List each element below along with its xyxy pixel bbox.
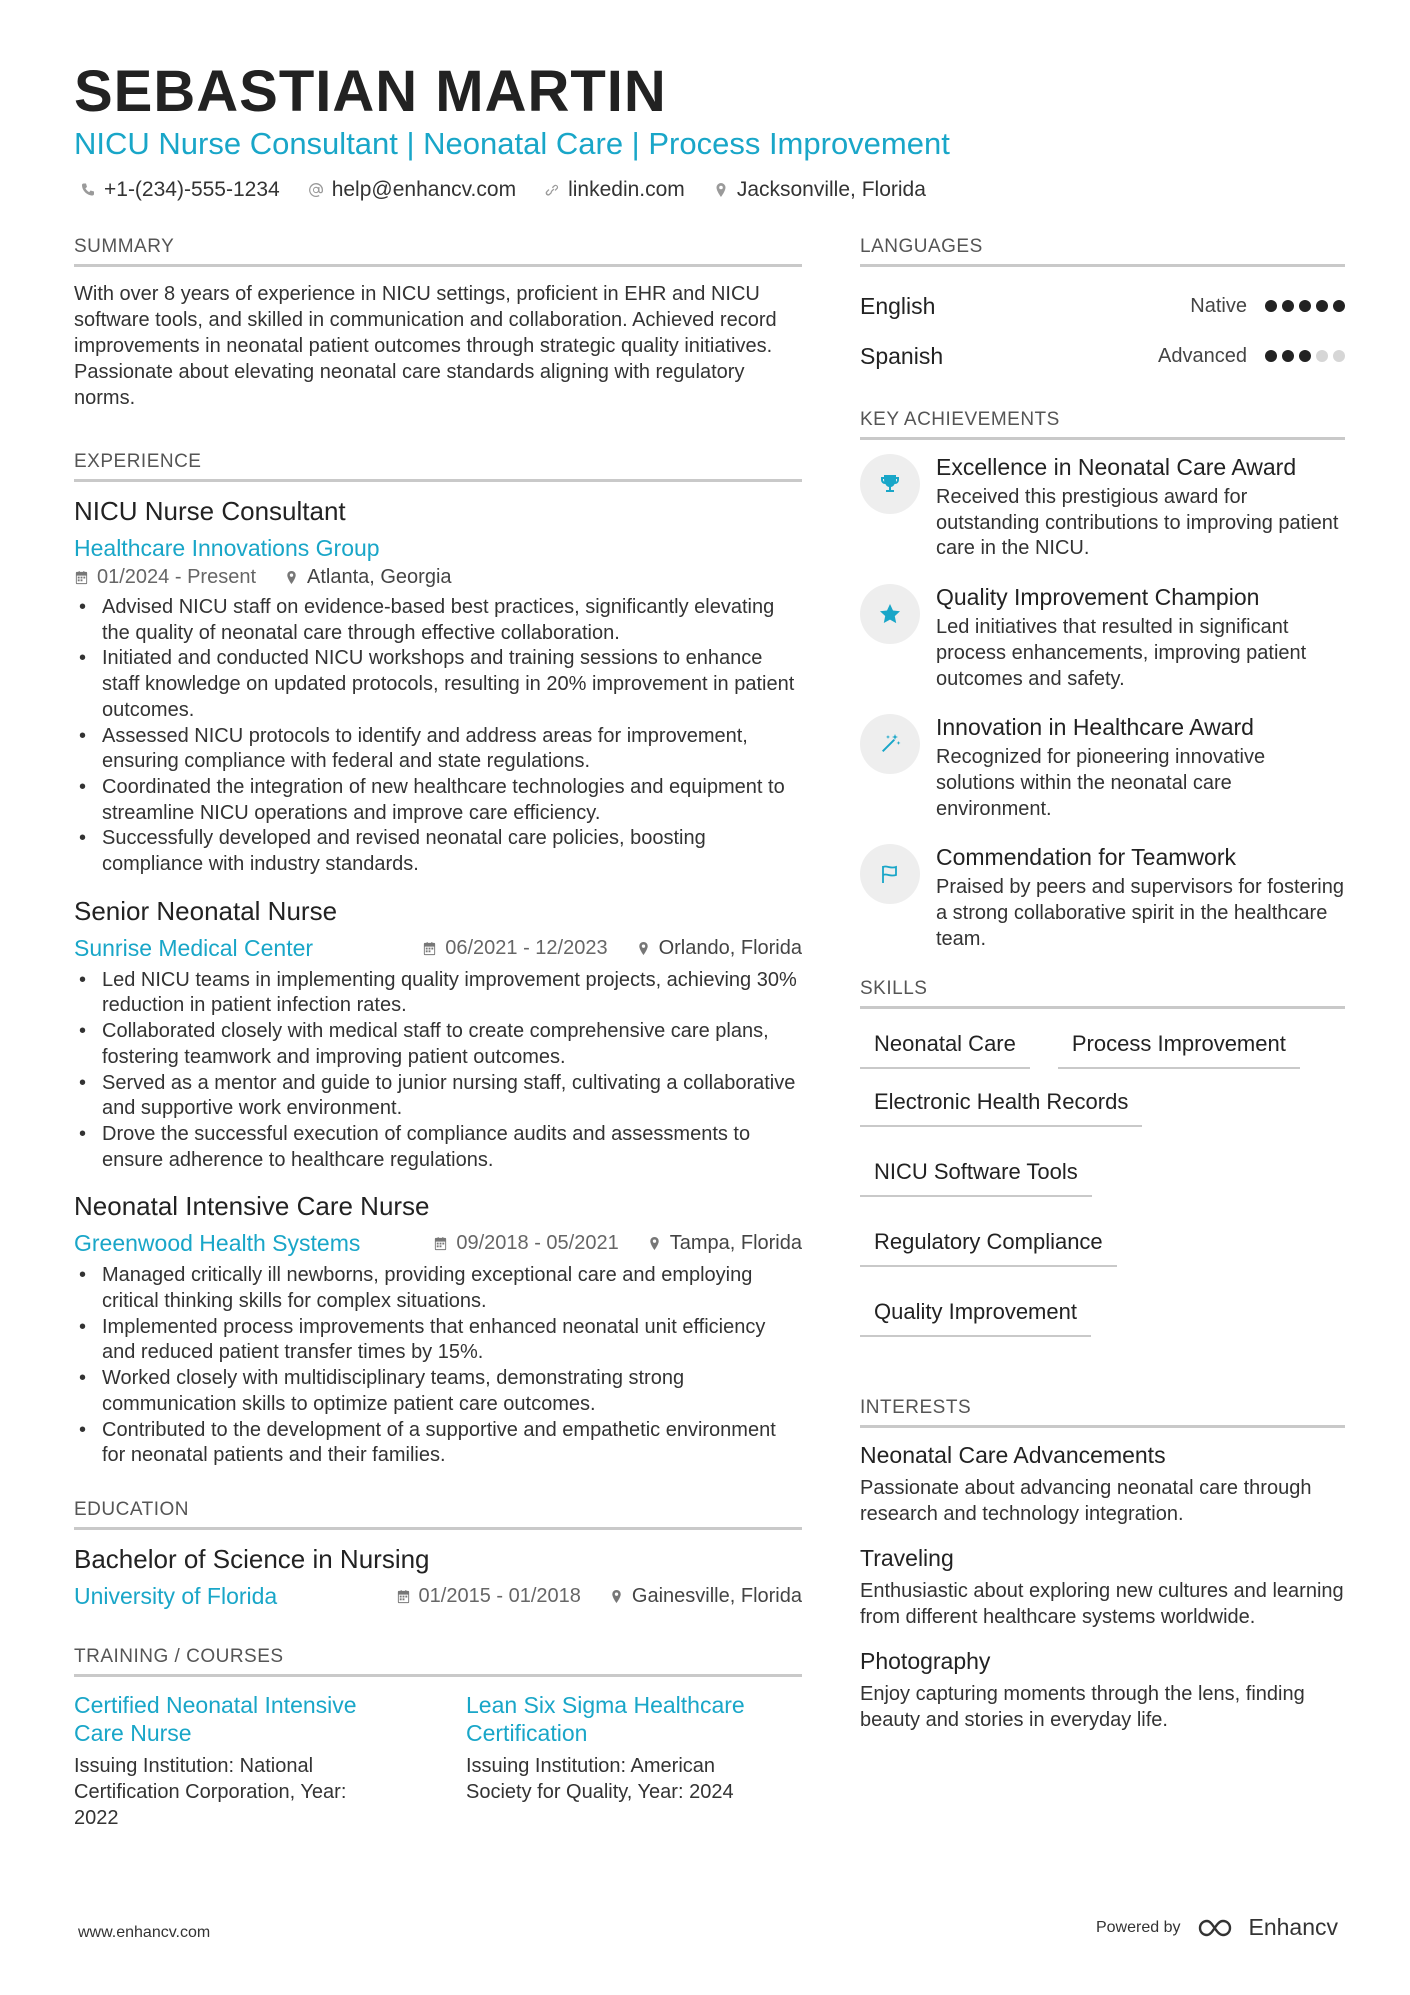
enhancv-logo[interactable] bbox=[1196, 1914, 1338, 1941]
achievement-item bbox=[860, 714, 1345, 822]
languages-heading: LANGUAGES bbox=[860, 236, 1345, 267]
course-desc: Issuing Institution: American Society for Quality, Year: 2024 bbox=[466, 1754, 734, 1803]
job-location-text: Orlando, Florida bbox=[658, 936, 802, 959]
job-entry bbox=[74, 496, 802, 878]
flag-icon bbox=[860, 844, 920, 904]
language-name: Spanish bbox=[860, 342, 944, 369]
proficiency-dot-filled bbox=[1333, 300, 1345, 312]
job-bullet: • Successfully developed and revised neonatal care policies, boosting compliance with industry standards. bbox=[74, 826, 802, 877]
proficiency-dot-empty bbox=[1316, 350, 1328, 362]
brand-name: Enhancv bbox=[1248, 1914, 1338, 1940]
candidate-name: SEBASTIAN MARTIN bbox=[74, 59, 667, 124]
education-dates bbox=[396, 1585, 581, 1608]
job-bullet: • Coordinated the integration of new healthcare technologies and equipment to streamline NICU operations and improve care efficiency. bbox=[74, 775, 802, 826]
languages-section bbox=[860, 236, 1345, 381]
contact-phone[interactable] bbox=[80, 178, 280, 202]
achievement-desc: Recognized for pioneering innovative solutions within the neonatal care environment. bbox=[936, 746, 1266, 820]
infinity-logo-icon bbox=[1196, 1917, 1240, 1939]
job-bullets bbox=[74, 1263, 802, 1469]
contact-email[interactable] bbox=[308, 178, 516, 202]
location-pin-icon bbox=[713, 182, 729, 198]
job-title: Neonatal Intensive Care Nurse bbox=[74, 1191, 430, 1222]
email-text: help@enhancv.com bbox=[331, 178, 517, 201]
degree-title: Bachelor of Science in Nursing bbox=[74, 1543, 430, 1574]
job-bullet: • Led NICU teams in implementing quality improvement projects, achieving 30% reduction in patient infection rates. bbox=[74, 968, 802, 1019]
calendar-icon bbox=[422, 941, 437, 956]
language-level: Native bbox=[1190, 294, 1247, 317]
job-location bbox=[636, 937, 802, 960]
education-meta bbox=[74, 1583, 802, 1610]
company-name: Sunrise Medical Center bbox=[74, 934, 314, 961]
course-title: Lean Six Sigma Healthcare Certification bbox=[466, 1691, 745, 1746]
skill-tag: Electronic Health Records bbox=[860, 1081, 1142, 1127]
job-bullet: • Assessed NICU protocols to identify and address areas for improvement, ensuring compliance with federal and state regulations. bbox=[74, 724, 802, 775]
interests-section bbox=[860, 1397, 1345, 1733]
course-desc: Issuing Institution: National Certification Corporation, Year: 2022 bbox=[74, 1754, 347, 1829]
interest-title: Neonatal Care Advancements bbox=[860, 1442, 1166, 1469]
job-bullet: • Worked closely with multidisciplinary teams, demonstrating strong communication skills to optimize patient care outcomes. bbox=[74, 1366, 802, 1417]
job-meta bbox=[74, 935, 802, 962]
proficiency-dot-filled bbox=[1316, 300, 1328, 312]
job-meta bbox=[74, 566, 802, 589]
job-location-text: Tampa, Florida bbox=[669, 1232, 802, 1255]
location-pin-icon bbox=[636, 941, 651, 956]
job-dates bbox=[422, 937, 607, 960]
job-bullet: • Drove the successful execution of compliance audits and assessments to ensure adherence to healthcare regulations. bbox=[74, 1122, 802, 1173]
job-bullet: • Advised NICU staff on evidence-based best practices, significantly elevating the quality of neonatal care through effective collaboration. bbox=[74, 595, 802, 646]
interest-desc: Passionate about advancing neonatal care through research and technology integration. bbox=[860, 1477, 1312, 1526]
skill-tag: Process Improvement bbox=[1058, 1023, 1300, 1069]
course-title: Certified Neonatal Intensive Care Nurse bbox=[74, 1691, 357, 1746]
summary-heading: SUMMARY bbox=[74, 236, 802, 267]
interest-desc: Enjoy capturing moments through the lens, finding beauty and stories in everyday life. bbox=[860, 1683, 1305, 1732]
job-bullet: • Initiated and conducted NICU workshops and training sessions to enhance staff knowledge on updated protocols, resulting in 20% improvement in patient outcomes. bbox=[74, 646, 802, 723]
education-dates-text: 01/2015 - 01/2018 bbox=[418, 1584, 581, 1607]
calendar-icon bbox=[396, 1589, 411, 1604]
company-name: Greenwood Health Systems bbox=[74, 1230, 361, 1257]
achievements-heading: KEY ACHIEVEMENTS bbox=[860, 409, 1345, 440]
skill-tag: Neonatal Care bbox=[860, 1023, 1030, 1069]
experience-section bbox=[74, 451, 802, 1469]
course-item bbox=[74, 1691, 394, 1831]
skills-section bbox=[860, 978, 1345, 1337]
language-item bbox=[860, 331, 1345, 381]
linkedin-text: linkedin.com bbox=[568, 178, 685, 201]
job-bullet: • Contributed to the development of a supportive and empathetic environment for neonatal patients and their families. bbox=[74, 1418, 802, 1469]
job-bullet: • Collaborated closely with medical staff to create comprehensive care plans, fostering teamwork and improving patient outcomes. bbox=[74, 1019, 802, 1070]
achievement-title: Excellence in Neonatal Care Award bbox=[936, 454, 1297, 480]
job-entry bbox=[74, 896, 802, 1174]
skills-list bbox=[860, 1023, 1345, 1337]
footer-website[interactable]: www.enhancv.com bbox=[78, 1924, 211, 1941]
job-bullet: • Served as a mentor and guide to junior nursing staff, cultivating a collaborative and supportive work environment. bbox=[74, 1071, 802, 1122]
summary-section bbox=[74, 236, 802, 411]
star-icon bbox=[860, 584, 920, 644]
job-dates-text: 06/2021 - 12/2023 bbox=[445, 936, 608, 959]
link-icon bbox=[544, 182, 560, 198]
skill-tag: NICU Software Tools bbox=[860, 1151, 1092, 1197]
footer-branding bbox=[1096, 1914, 1338, 1941]
interest-item bbox=[860, 1648, 1345, 1733]
job-bullet: • Managed critically ill newborns, providing exceptional care and employing critical thinking skills for complex situations. bbox=[74, 1263, 802, 1314]
job-bullets bbox=[74, 595, 802, 878]
job-dates-text: 09/2018 - 05/2021 bbox=[456, 1232, 619, 1255]
job-location bbox=[647, 1232, 802, 1255]
achievement-item bbox=[860, 584, 1345, 692]
language-item bbox=[860, 281, 1345, 331]
interest-title: Photography bbox=[860, 1648, 991, 1675]
trophy-icon bbox=[860, 454, 920, 514]
skill-tag: Regulatory Compliance bbox=[860, 1221, 1117, 1267]
job-location bbox=[284, 566, 452, 589]
right-column bbox=[860, 236, 1345, 1751]
interest-item bbox=[860, 1442, 1345, 1527]
language-name: English bbox=[860, 292, 936, 319]
course-list bbox=[74, 1691, 802, 1831]
skill-tag: Quality Improvement bbox=[860, 1291, 1091, 1337]
interest-item bbox=[860, 1545, 1345, 1630]
experience-heading: EXPERIENCE bbox=[74, 451, 802, 482]
achievement-item bbox=[860, 844, 1345, 952]
proficiency-dot-filled bbox=[1299, 350, 1311, 362]
job-dates bbox=[74, 566, 256, 589]
achievement-desc: Praised by peers and supervisors for fostering a strong collaborative spirit in the healthcare team. bbox=[936, 876, 1344, 950]
interest-title: Traveling bbox=[860, 1545, 954, 1572]
job-dates bbox=[433, 1232, 618, 1255]
skills-heading: SKILLS bbox=[860, 978, 1345, 1009]
job-title: NICU Nurse Consultant bbox=[74, 496, 346, 526]
job-bullets bbox=[74, 968, 802, 1174]
interest-desc: Enthusiastic about exploring new cultures and learning from different healthcare systems worldwide. bbox=[860, 1580, 1344, 1629]
proficiency-dot-empty bbox=[1333, 350, 1345, 362]
job-meta bbox=[74, 1230, 802, 1257]
proficiency-dot-filled bbox=[1299, 300, 1311, 312]
job-entry bbox=[74, 1191, 802, 1469]
phone-icon bbox=[80, 182, 96, 198]
magic-wand-icon bbox=[860, 714, 920, 774]
proficiency-dots bbox=[1265, 300, 1345, 312]
left-column bbox=[74, 236, 802, 1831]
achievement-desc: Received this prestigious award for outstanding contributions to improving patient care in the NICU. bbox=[936, 486, 1339, 560]
contact-location bbox=[713, 178, 926, 202]
achievement-title: Quality Improvement Champion bbox=[936, 584, 1260, 611]
education-location-text: Gainesville, Florida bbox=[631, 1584, 802, 1607]
language-level: Advanced bbox=[1158, 344, 1247, 367]
proficiency-dot-filled bbox=[1282, 350, 1294, 362]
achievement-title: Commendation for Teamwork bbox=[936, 844, 1236, 871]
interests-heading: INTERESTS bbox=[860, 1397, 1345, 1428]
calendar-icon bbox=[74, 570, 89, 585]
training-heading: TRAINING / COURSES bbox=[74, 1646, 802, 1677]
proficiency-dot-filled bbox=[1265, 300, 1277, 312]
training-section bbox=[74, 1646, 802, 1831]
location-pin-icon bbox=[284, 570, 299, 585]
education-section bbox=[74, 1499, 802, 1610]
summary-text: With over 8 years of experience in NICU settings, proficient in EHR and NICU software tools, and skilled in communication and collaboration. Achieved record improvements in neonatal patient outcomes through strategic quality initiatives. Passionate about elevating neonatal care standards aligning with regulatory norms. bbox=[74, 283, 777, 409]
calendar-icon bbox=[433, 1236, 448, 1251]
proficiency-dot-filled bbox=[1282, 300, 1294, 312]
achievements-section bbox=[860, 409, 1345, 952]
at-icon bbox=[308, 182, 324, 198]
proficiency-dot-filled bbox=[1265, 350, 1277, 362]
proficiency-dots bbox=[1265, 350, 1345, 362]
education-location bbox=[609, 1585, 802, 1608]
phone-text: +1-(234)-555-1234 bbox=[104, 178, 280, 201]
location-pin-icon bbox=[647, 1236, 662, 1251]
achievement-title: Innovation in Healthcare Award bbox=[936, 714, 1254, 741]
course-item bbox=[466, 1691, 786, 1831]
job-title: Senior Neonatal Nurse bbox=[74, 895, 338, 926]
company-name: Healthcare Innovations Group bbox=[74, 535, 380, 561]
contact-bar bbox=[80, 178, 926, 202]
job-bullet: • Implemented process improvements that enhanced neonatal unit efficiency and reduced patient transfer times by 15%. bbox=[74, 1315, 802, 1366]
location-text: Jacksonville, Florida bbox=[736, 178, 926, 201]
location-pin-icon bbox=[609, 1589, 624, 1604]
education-heading: EDUCATION bbox=[74, 1499, 802, 1530]
powered-by-text: Powered by bbox=[1095, 1918, 1181, 1936]
job-location-text: Atlanta, Georgia bbox=[307, 566, 452, 588]
achievement-desc: Led initiatives that resulted in significant process enhancements, improving patient outcomes and safety. bbox=[936, 616, 1307, 690]
job-dates-text: 01/2024 - Present bbox=[97, 566, 256, 588]
school-name: University of Florida bbox=[74, 1582, 278, 1609]
candidate-headline: NICU Nurse Consultant | Neonatal Care | Process Improvement bbox=[74, 126, 950, 161]
achievement-item bbox=[860, 454, 1345, 562]
contact-linkedin[interactable] bbox=[544, 178, 685, 202]
